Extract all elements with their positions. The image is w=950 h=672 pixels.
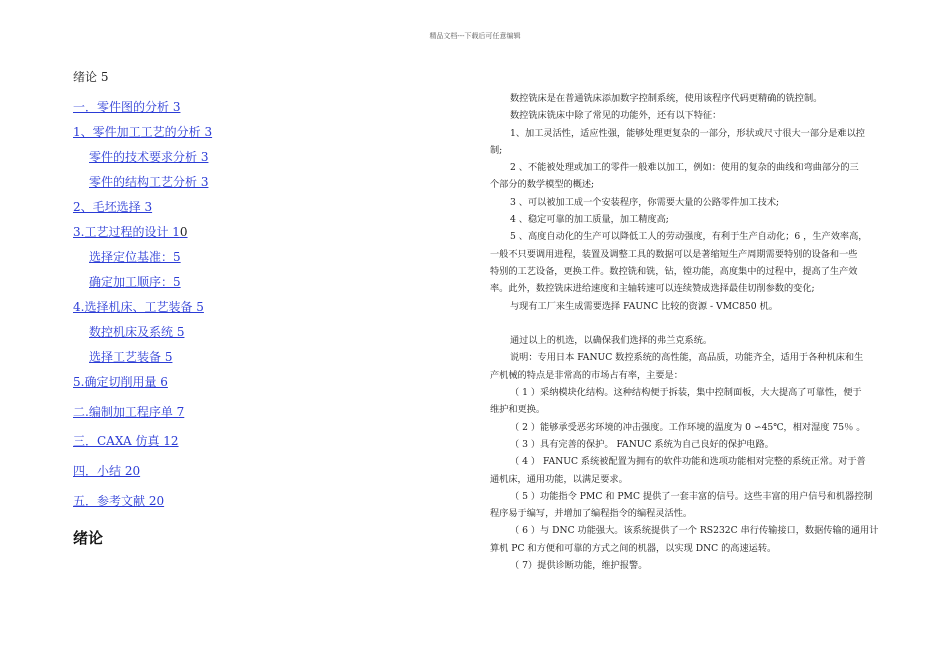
paragraph-line: 数控铣床铣床中除了常见的功能外，还有以下特征： xyxy=(510,110,722,122)
paragraph-line: 与现有工厂来生成需要选择 FAUNC 比较的资源 - VMC850 机。 xyxy=(510,300,778,312)
toc-link[interactable] xyxy=(89,348,172,365)
toc-link-label: 五．参考文献 20 xyxy=(73,494,165,508)
toc-link-label: 选择定位基准：5 xyxy=(89,250,181,264)
toc-link-label: 1、零件加工工艺的分析 3 xyxy=(73,125,213,139)
toc-link-label: 三．CAXA 仿真 12 xyxy=(73,434,179,448)
paragraph-line: 1、加工灵活性，适应性强，能够处理更复杂的一部分，形状或尺寸很大一部分是难以控 xyxy=(510,127,865,139)
paragraph-line: 个部分的数学模型的概述; xyxy=(490,179,595,191)
paragraph-line: 3 、可以被加工成一个安装程序，你需要大量的公路零件加工技术; xyxy=(510,196,780,208)
toc-link[interactable] xyxy=(89,248,181,265)
paragraph-line: 说明：专用日本 FANUC 数控系统的高性能，高品质，功能齐全，适用于各种机床和生 xyxy=(510,352,864,364)
body-text xyxy=(490,90,890,574)
paragraph-line: 2 、不能被处理或加工的零件一般难以加工，例如：使用的复杂的曲线和弯曲部分的三 xyxy=(510,162,859,174)
toc-title: 绪论 5 xyxy=(73,70,109,84)
paragraph-line: （ 3 ）具有完善的保护。 FANUC 系统为自己良好的保护电路。 xyxy=(510,438,774,450)
toc-link-label: 二.编制加工程序单 7 xyxy=(73,405,185,419)
paragraph-line: （ 5 ）功能指令 PMC 和 PMC 提供了一套丰富的信号。这些丰富的用户信号和机器控制 xyxy=(510,490,873,502)
paragraph-line: 数控铣床是在普通铣床添加数字控制系统，使用该程序代码更精确的铣控制。 xyxy=(510,93,823,104)
toc-link[interactable] xyxy=(89,323,184,340)
paragraph-line: 程序易于编写，并增加了编程指令的编程灵活性。 xyxy=(490,508,693,520)
toc-link[interactable] xyxy=(89,173,208,190)
toc-link[interactable] xyxy=(73,373,168,390)
toc-link[interactable] xyxy=(89,148,208,165)
toc-link[interactable] xyxy=(73,223,188,240)
paragraph-line: 维护和更换。 xyxy=(490,404,546,416)
section-heading: 绪论 xyxy=(73,529,104,547)
toc-link[interactable] xyxy=(73,403,184,420)
page-header: 精品文档---下载后可任意编辑 xyxy=(429,32,521,40)
toc-link-label: 5.确定切削用量 6 xyxy=(73,375,168,389)
toc-link-label: 零件的技术要求分析 3 xyxy=(89,150,209,164)
paragraph-line: 特别的工艺设备，更换工件。数控铣和铣，钻，镗功能，高度集中的过程中，提高了生产效 xyxy=(490,265,858,277)
toc-link[interactable] xyxy=(89,273,181,290)
toc-link-label: 四．小结 20 xyxy=(73,464,141,478)
toc-link[interactable] xyxy=(73,462,140,479)
toc-link[interactable] xyxy=(73,432,179,449)
paragraph-line: 率。此外，数控铣床进给速度和主轴转速可以连续赞成选择最佳切削参数的变化; xyxy=(490,283,815,295)
toc-link-label: 4.选择机床、工艺装备 5 xyxy=(73,300,204,314)
toc-link-label: 确定加工顺序：5 xyxy=(89,275,181,289)
toc-link-page: 0 xyxy=(179,225,188,239)
toc-link[interactable] xyxy=(73,123,212,140)
paragraph-line: 4 、稳定可靠的加工质量，加工精度高; xyxy=(510,214,669,226)
paragraph-line: 通机床，通用功能，以满足要求。 xyxy=(490,473,628,485)
paragraph-line: （ 6 ）与 DNC 功能强大。该系统提供了一个 RS232C 串行传输接口，数据传输的通用计 xyxy=(510,525,879,537)
paragraph-line: 5 、高度自动化的生产可以降低工人的劳动强度，有利于生产自动化；6 ，生产效率高， xyxy=(510,231,868,243)
toc-link[interactable] xyxy=(73,198,152,215)
paragraph-line: （ 2 ）能够承受恶劣环境的冲击强度。工作环境的温度为 0 ∽45℃，相对湿度 75％ 。 xyxy=(510,421,866,433)
paragraph-line: （ 4 ） FANUC 系统被配置为拥有的软件功能和选项功能相对完整的系统正常。对于普 xyxy=(510,456,866,468)
toc-link-label: 数控机床及系统 5 xyxy=(89,325,185,339)
toc-link[interactable] xyxy=(73,98,180,115)
toc-link-label: 选择工艺装备 5 xyxy=(89,350,173,364)
toc-link[interactable] xyxy=(73,298,204,315)
paragraph-line: （ 7）提供诊断功能，维护报警。 xyxy=(510,560,648,572)
paragraph-line: 产机械的特点是非常高的市场占有率，主要是： xyxy=(490,369,683,381)
paragraph-line: 一般不只要调用进程，装置及调整工具的数据可以是著缩短生产周期需要特别的设备和一些 xyxy=(490,248,858,260)
toc-link-label: 2、毛坯选择 3 xyxy=(73,200,153,214)
toc-link-label: 零件的结构工艺分析 3 xyxy=(89,175,209,189)
paragraph-line: 制; xyxy=(490,144,503,156)
toc-link-label: 3.工艺过程的设计 1 xyxy=(73,225,180,239)
toc-link[interactable] xyxy=(73,492,164,509)
paragraph-line: 通过以上的机选，以确保我们选择的弗兰克系统。 xyxy=(510,335,713,347)
paragraph-line: 算机 PC 和方便和可靠的方式之间的机器，以实现 DNC 的高速运转。 xyxy=(490,542,777,554)
paragraph-line: （ 1 ）采纳模块化结构。这种结构便于拆装，集中控制面板，大大提高了可靠性，便于 xyxy=(510,387,862,399)
toc-link-label: 一．零件图的分析 3 xyxy=(73,100,181,114)
blank-line xyxy=(490,315,890,332)
